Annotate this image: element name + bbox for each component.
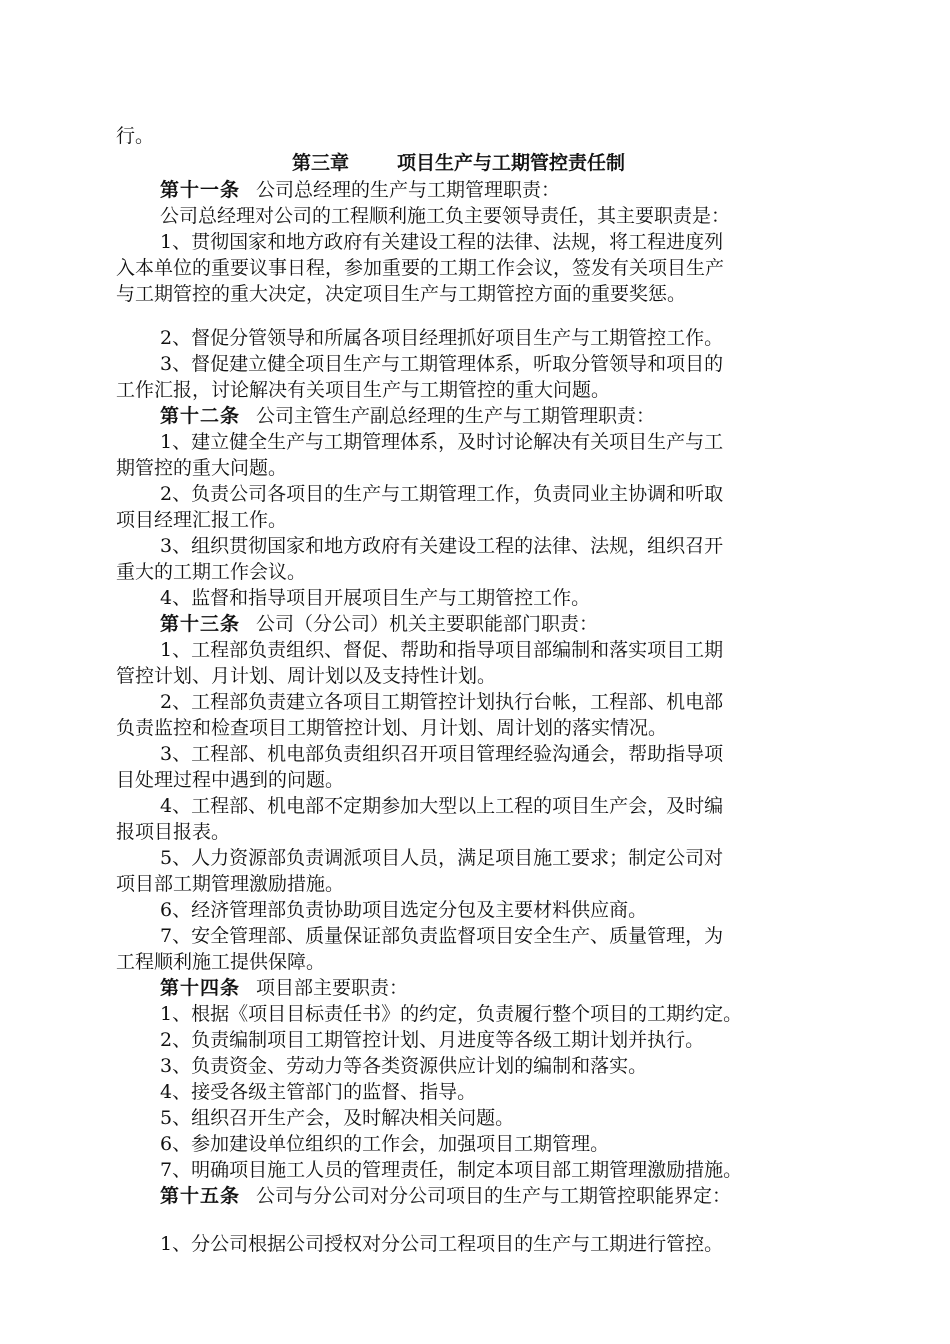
paragraph-line: 7、明确项目施工人员的管理责任，制定本项目部工期管理激励措施。 bbox=[160, 1159, 743, 1181]
article-label: 第十三条 bbox=[160, 613, 241, 635]
chapter-number: 第三章 bbox=[292, 152, 350, 174]
paragraph-line: 3、负责资金、劳动力等各类资源供应计划的编制和落实。 bbox=[160, 1055, 648, 1077]
paragraph-line: 与工期管控的重大决定，决定项目生产与工期管控方面的重要奖惩。 bbox=[116, 283, 687, 305]
paragraph-line: 工作汇报，讨论解决有关项目生产与工期管控的重大问题。 bbox=[116, 379, 611, 401]
paragraph-line: 项目经理汇报工作。 bbox=[116, 509, 288, 531]
paragraph-line: 1、建立健全生产与工期管理体系，及时讨论解决有关项目生产与工 bbox=[160, 431, 724, 453]
paragraph-line: 3、组织贯彻国家和地方政府有关建设工程的法律、法规，组织召开 bbox=[160, 535, 724, 557]
paragraph-line: 2、工程部负责建立各项目工期管控计划执行台帐，工程部、机电部 bbox=[160, 691, 724, 713]
paragraph-line: 4、工程部、机电部不定期参加大型以上工程的项目生产会，及时编 bbox=[160, 795, 724, 817]
paragraph-line: 1、工程部负责组织、督促、帮助和指导项目部编制和落实项目工期 bbox=[160, 639, 724, 661]
article-title: 公司主管生产副总经理的生产与工期管理职责： bbox=[256, 405, 656, 427]
article-label: 第十二条 bbox=[160, 405, 241, 427]
article-title: 公司（分公司）机关主要职能部门职责： bbox=[256, 613, 599, 635]
paragraph-line: 2、负责编制项目工期管控计划、月进度等各级工期计划并执行。 bbox=[160, 1029, 705, 1051]
paragraph-line: 7、安全管理部、质量保证部负责监督项目安全生产、质量管理，为 bbox=[160, 925, 724, 947]
paragraph-line: 5、组织召开生产会，及时解决相关问题。 bbox=[160, 1107, 515, 1129]
paragraph-line: 4、监督和指导项目开展项目生产与工期管控工作。 bbox=[160, 587, 591, 609]
paragraph-line: 1、分公司根据公司授权对分公司工程项目的生产与工期进行管控。 bbox=[160, 1233, 724, 1255]
article-title: 公司总经理的生产与工期管理职责： bbox=[256, 179, 561, 201]
paragraph-line: 1、根据《项目目标责任书》的约定，负责履行整个项目的工期约定。 bbox=[160, 1003, 743, 1025]
paragraph-line: 报项目报表。 bbox=[116, 821, 231, 843]
article-title: 项目部主要职责： bbox=[256, 977, 409, 999]
article-13-heading bbox=[160, 612, 850, 637]
paragraph-line: 5、人力资源部负责调派项目人员，满足项目施工要求；制定公司对 bbox=[160, 847, 724, 869]
paragraph-line: 1、贯彻国家和地方政府有关建设工程的法律、法规，将工程进度列 bbox=[160, 231, 724, 253]
article-11-heading bbox=[160, 178, 850, 203]
paragraph-line: 重大的工期工作会议。 bbox=[116, 561, 307, 583]
chapter-heading bbox=[292, 151, 950, 176]
paragraph-line: 6、经济管理部负责协助项目选定分包及主要材料供应商。 bbox=[160, 899, 648, 921]
paragraph-line: 行。 bbox=[116, 125, 155, 147]
paragraph-line: 3、督促建立健全项目生产与工期管理体系，听取分管领导和项目的 bbox=[160, 353, 724, 375]
paragraph-line: 6、参加建设单位组织的工作会，加强项目工期管理。 bbox=[160, 1133, 610, 1155]
article-15-heading bbox=[160, 1184, 850, 1209]
paragraph-line: 2、负责公司各项目的生产与工期管理工作，负责同业主协调和听取 bbox=[160, 483, 724, 505]
article-label: 第十四条 bbox=[160, 977, 241, 999]
paragraph-line: 期管控的重大问题。 bbox=[116, 457, 288, 479]
paragraph-line: 工程顺利施工提供保障。 bbox=[116, 951, 326, 973]
article-14-heading bbox=[160, 976, 850, 1001]
article-12-heading bbox=[160, 404, 850, 429]
paragraph-line: 入本单位的重要议事日程，参加重要的工期工作会议，签发有关项目生产 bbox=[116, 257, 725, 279]
paragraph-line: 3、工程部、机电部负责组织召开项目管理经验沟通会，帮助指导项 bbox=[160, 743, 724, 765]
paragraph-line: 2、督促分管领导和所属各项目经理抓好项目生产与工期管控工作。 bbox=[160, 327, 724, 349]
paragraph-line: 负责监控和检查项目工期管控计划、月计划、周计划的落实情况。 bbox=[116, 717, 668, 739]
chapter-title: 项目生产与工期管控责任制 bbox=[397, 152, 626, 174]
paragraph-line: 目处理过程中遇到的问题。 bbox=[116, 769, 345, 791]
article-title: 公司与分公司对分公司项目的生产与工期管控职能界定： bbox=[256, 1185, 732, 1207]
paragraph-line: 公司总经理对公司的工程顺利施工负主要领导责任，其主要职责是： bbox=[160, 205, 731, 227]
paragraph-line: 项目部工期管理激励措施。 bbox=[116, 873, 345, 895]
paragraph-line: 管控计划、月计划、周计划以及支持性计划。 bbox=[116, 665, 497, 687]
article-label: 第十一条 bbox=[160, 179, 241, 201]
paragraph-line: 4、接受各级主管部门的监督、指导。 bbox=[160, 1081, 477, 1103]
article-label: 第十五条 bbox=[160, 1185, 241, 1207]
